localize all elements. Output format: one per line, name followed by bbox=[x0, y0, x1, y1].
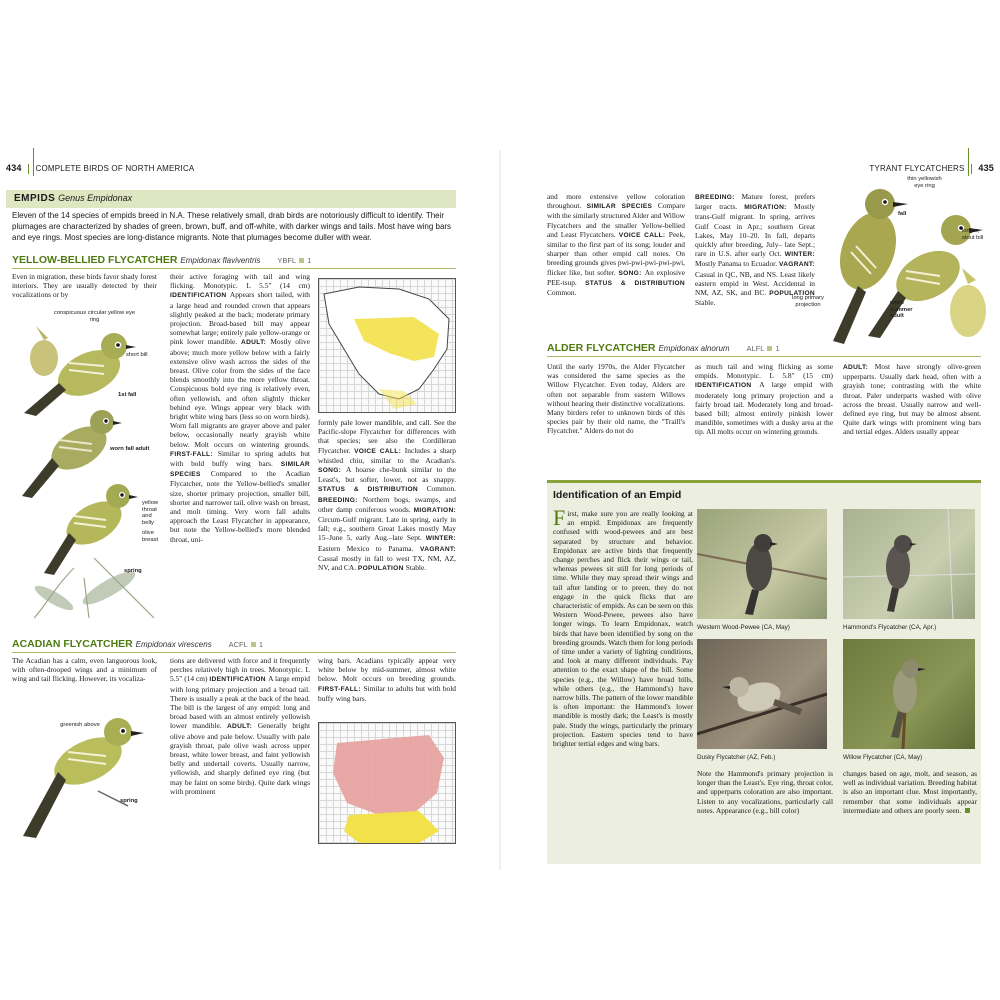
box-title: Identification of an Empid bbox=[553, 489, 682, 501]
heading-rule bbox=[12, 268, 456, 269]
species-name: YELLOW-BELLIED FLYCATCHER bbox=[12, 254, 178, 266]
identification-box bbox=[547, 480, 981, 864]
box-text-col1: F irst, make sure you are really looking at an empid. Empidonax are frequently confused with wood-pewees and are best separated by structure and behavior. Empidonax are active birds that frequently change perches and flick their wings or tail, whereas pewees sit still for long periods of time. While they may spread their wings and tail after landing or to preen, they do not engage in the quick flicks that are characteristic of empids. As can be seen on this Western Wood-Pewee, pewees also have longer wings. To learn Empidonax, watch birds that have been identified by song on the breeding grounds. Watch them for long periods of time under a variety of lighting conditions, and look at many different individuals. Pay attention to the exact shape of the bill. Some species (e.g., the Willow) have broad bills, while others (e.g., the Hammond's) have narrow bills. The pattern of the lower mandible is often important: the Hammond's lower mandible is mostly dark; the Least's is mostly pale. Study the wings, particularly the primary projection. Eastern species tend to have brighter tertial edges and wing bars. bbox=[553, 509, 693, 749]
photo-western-wood-pewee bbox=[697, 509, 827, 619]
acfl-label-eyering: thin yellowish eye ring bbox=[907, 176, 942, 189]
species-rank: 1 bbox=[775, 344, 780, 353]
photo-willow-flycatcher bbox=[843, 639, 975, 749]
species-rank: 1 bbox=[258, 640, 263, 649]
acfl-cont-col2: BREEDING: Mature forest, prefers larger tracts. MIGRATION: Mostly trans-Gulf migrant. In spring, arrives Gulf Coast in Apr.; southern Great Lakes, May 10–20. In fall, departs quickly after breeding, July– late Sept.; rare in U.S. after early Oct. WINTER: Mostly Panama to Ecuador. VAGRANT: Casual in QC, NB, and NS. Least likely eastern empid in West. Accidental in NM, AZ, SK, and BC. POPULATION Stable. bbox=[695, 192, 815, 308]
acfl-label-primary: long primary projection bbox=[792, 295, 824, 308]
acfl-col3: wing bars. Acadians typically appear very white below by mid-summer, almost white below. Molt occurs on breeding grounds. FIRST-FALL: Similar to adults but with bold buffy wing bars. bbox=[318, 656, 456, 703]
ybfl-illustration bbox=[14, 318, 164, 628]
photo-hammonds-flycatcher bbox=[843, 509, 975, 619]
acfl-label-worn: worn summer adult bbox=[890, 300, 913, 319]
ybfl-col1: Even in migration, these birds favor shady forest interiors. They are usually detected by their vocalizations or by bbox=[12, 272, 157, 300]
gutter bbox=[499, 150, 501, 870]
ybfl-label-breast: olive breast bbox=[142, 530, 159, 543]
photo-caption-1: Western Wood-Pewee (CA, May) bbox=[697, 624, 790, 631]
box-text-col2: Note the Hammond's primary projection is longer than the Least's. Eye ring, throat color, and upperparts coloration are also important. Listen to any vocalizations, particularly call notes. Appearance (e.g., bill color) bbox=[697, 769, 833, 815]
ybfl-col3: formly pale lower mandible, and call. See the Pacific-slope Flycatcher for differences with that species; see also the Cordilleran Flycatcher. VOICE CALL: Includes a sharp whistled chiu, similar to the Acadian's. SONG: A hoarse che-bunk similar to the Least's, but softer, lower, not as snappy. STATUS & DISTRIBUTION Common. BREEDING: Northern bogs, swamps, and other damp coniferous woods. MIGRATION: Circum-Gulf migrant. Late in spring, early in fall; e.g., southern Great Lakes mostly May 15–June 5, early Aug.–late Sept. WINTER: Eastern Mexico to Panama. VAGRANT: Casual mostly in fall to west TX, NM, AZ, NV, and CA. POPULATION Stable. bbox=[318, 418, 456, 573]
right-running-head bbox=[869, 163, 994, 174]
ybfl-label-worn: worn fall adult bbox=[110, 446, 150, 452]
alfl-col1: Until the early 1970s, the Alder Flycatcher was considered the same species as the Willow Flycatcher. Even today, Alders are often not separable from eastern Willows without hearing their distinctive vocalizations. Many birders refer to unknown birds of this species pair by their old name, the "Traill's Flycatcher." Alders do not do bbox=[547, 362, 685, 436]
box-text-col3: changes based on age, molt, and season, as well as individual variation. Breeding habitat is also an important clue. Most importantly, remember that some individuals appear intermediate and others are poorly seen. bbox=[843, 769, 977, 815]
ybfl-label-throat: yellow throat and belly bbox=[142, 500, 159, 526]
left-head-rule bbox=[33, 148, 34, 176]
species-heading-ybfl bbox=[12, 254, 311, 266]
acfl-range-map bbox=[318, 722, 456, 844]
species-heading-acfl bbox=[12, 638, 263, 650]
right-head-rule bbox=[968, 148, 969, 176]
acfl-label-bill: longer, stout bill bbox=[962, 228, 984, 241]
photo-caption-2: Hammond's Flycatcher (CA, Apr.) bbox=[843, 624, 937, 631]
ybfl-label-spring: spring bbox=[124, 568, 142, 574]
section-title: EMPIDS bbox=[14, 193, 56, 204]
alfl-col2: as much tail and wing flicking as some empids. Monotypic. L 5.8" (15 cm) IDENTIFICATION A large empid with moderately long primary projection and a fairly broad tail. Moderately long and broad-based bill; almost entirely pinkish lower mandible, sometimes with a dusky area at the tip. All molts occur on wintering grounds. bbox=[695, 362, 833, 437]
species-heading-alfl bbox=[547, 342, 780, 354]
species-code: ALFL bbox=[746, 344, 765, 353]
species-code: ACFL bbox=[228, 640, 248, 649]
heading-rule bbox=[12, 652, 456, 653]
acfl-label-fall: fall bbox=[898, 211, 907, 217]
photo-caption-3: Dusky Flycatcher (AZ, Feb.) bbox=[697, 754, 776, 761]
species-latin: Empidonax virescens bbox=[135, 640, 212, 649]
species-code: YBFL bbox=[277, 256, 297, 265]
right-page-number: 435 bbox=[978, 163, 994, 173]
photo-caption-4: Willow Flycatcher (CA, May) bbox=[843, 754, 923, 761]
left-running-head bbox=[6, 163, 194, 174]
ybfl-head-detail bbox=[30, 326, 58, 376]
left-running-title: COMPLETE BIRDS OF NORTH AMERICA bbox=[35, 164, 195, 173]
left-page-number: 434 bbox=[6, 163, 22, 173]
ybfl-label-eyering: conspicuous circular yellow eye ring bbox=[53, 310, 136, 323]
ybfl-col2: their active foraging with tail and wing flicking. Monotypic. L 5.5" (14 cm) IDENTIFICATION Appears short tailed, with a large head and rounded crown that appears slightly peaked at the back; moderate primary projection. Broad-based bill may appear somewhat large; entirely pale yellow-orange or pink lower mandible. ADULT: Mostly olive above; much more yellow below with a fairly extensive olive wash across the sides of the breast. Olive color from the sides of the face blends smoothly into the more yellow throat. Conspicuous bold eye ring is relatively even, often yellowish, and often slightly thicker behind eye. Wings appear very black with bright white wing bars (less so on worn birds). Worn fall migrants are grayer above and paler below, occasionally nearly grayish white below. Molt occurs on wintering grounds. FIRST-FALL: Similar to spring adults but with bold buffy wing bars. SIMILAR SPECIES Compared to the Acadian Flycatcher, note the Yellow-bellied's smaller size, shorter primary projection, smaller bill, shorter and narrower tail, olive wash on breast, and molt timing. Very worn fall adults approach the Least Flycatcher in appearance, but note the Yellow-bellied's more blended throat, uni- bbox=[170, 272, 310, 544]
acfl-right-illustration bbox=[818, 176, 994, 356]
section-intro: Eleven of the 14 species of empids breed in N.A. These relatively small, drab birds are notoriously difficult to identify. Their plumages are characterized by shades of green, brown, buff, and off-white, with darker wings and tails. Most have wing bars and eye rings. Most species are long-distance migrants. Note that plumages become duller with wear. bbox=[12, 211, 452, 242]
acfl-col2: tions are delivered with force and it frequently perches relatively high in trees. Monotypic. L 5.5" (14 cm) IDENTIFICATION A large empid with long primary projection and a broad tail. There is usually a peak at the back of the head. The bill is the largest of any empid: long and broad based with an almost entirely yellowish lower mandible. ADULT: Generally bright olive above and pale below. Usually with pale grayish throat, pale olive wash across upper breast, white lower breast, and faint yellowish belly and undertail coverts. Usually narrow, yellowish, and sharply defined eye ring (but may be faint on some birds). Quite dark wings with prominent bbox=[170, 656, 310, 796]
section-band bbox=[6, 190, 456, 208]
acfl-col1: The Acadian has a calm, even languorous look, with often-drooped wings and a minimum of wing and tail flicking. However, its vocaliza- bbox=[12, 656, 157, 684]
species-name: ALDER FLYCATCHER bbox=[547, 342, 656, 354]
acfl-cont-col1: and more extensive yellow coloration throughout. SIMILAR SPECIES Compare with the similarly structured Alder and Willow Flycatchers and the smaller Yellow-bellied and Least Flycatchers. VOICE CALL: Peek, similar to the first part of its song; louder and sharper than other empid call notes. On breeding grounds gives pwi-pwi-pwi-pwi-pwi, flicker like, but softer. SONG: An explosive PEE-tsup. STATUS & DISTRIBUTION Common. bbox=[547, 192, 685, 298]
species-latin: Empidonax flaviventris bbox=[180, 256, 261, 265]
alfl-col3: ADULT: Most have strongly olive-green upperparts. Usually dark head, often with a grayish tone; contrasting with the white throat. Paler underparts washed with olive across the breast. Usually narrow and well-defined eye ring, but may be almost absent. Quite dark wings with prominent wing bars and tertial edges. Alders usually appear bbox=[843, 362, 981, 437]
species-rank: 1 bbox=[307, 256, 312, 265]
ybfl-label-bill: short bill bbox=[126, 352, 148, 358]
heading-rule bbox=[547, 356, 981, 357]
acfl-label-spring: spring bbox=[120, 798, 138, 804]
section-genus: Genus Empidonax bbox=[58, 193, 133, 203]
photo-dusky-flycatcher bbox=[697, 639, 827, 749]
species-latin: Empidonax alnorum bbox=[658, 344, 730, 353]
ybfl-label-1stfall: 1st fall bbox=[118, 392, 137, 398]
dropcap: F bbox=[553, 509, 566, 530]
species-name: ACADIAN FLYCATCHER bbox=[12, 638, 133, 650]
right-running-title: TYRANT FLYCATCHERS bbox=[869, 164, 965, 173]
ybfl-range-map bbox=[318, 278, 456, 413]
end-mark bbox=[965, 808, 970, 813]
acfl-label-greenish: greenish above bbox=[60, 722, 100, 728]
